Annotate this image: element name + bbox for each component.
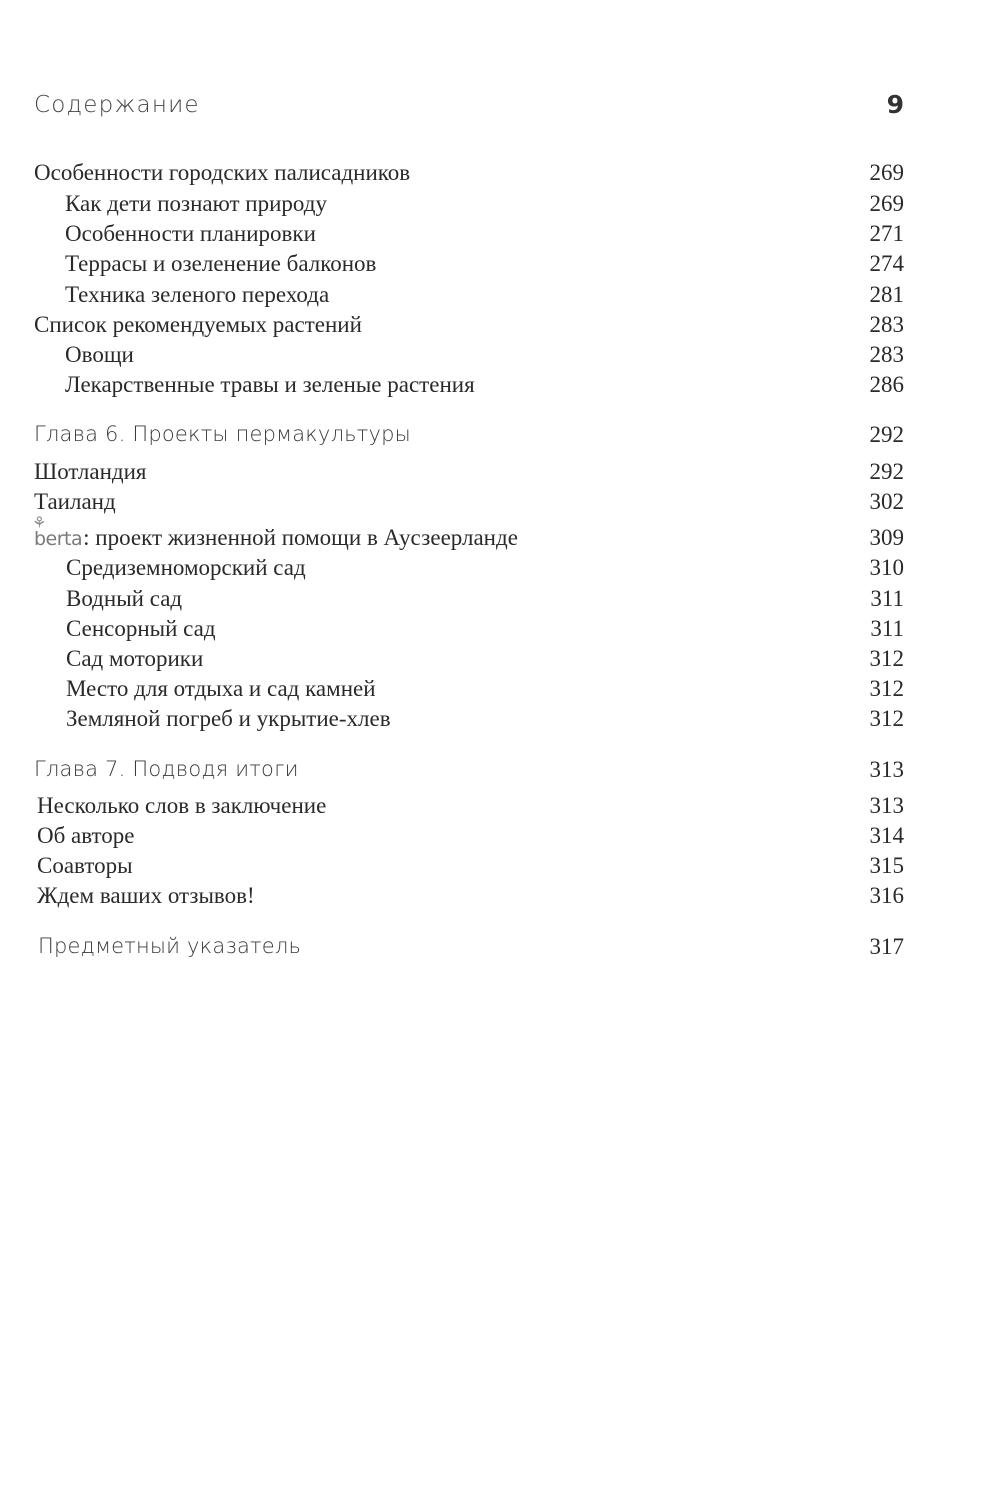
toc-entry-page: 312 <box>869 646 904 671</box>
toc-entry-page: 302 <box>869 489 904 514</box>
toc-entry-title: Таиланд <box>34 489 116 514</box>
toc-entry-page: 271 <box>869 221 904 246</box>
toc-entry-title: Об авторе <box>37 823 135 848</box>
toc-entry[interactable] <box>34 616 904 646</box>
toc-entry[interactable] <box>34 342 904 372</box>
toc-chapter-title: Предметный указатель <box>38 934 302 958</box>
toc-entry-page: 314 <box>869 823 904 848</box>
toc-entry-page: 292 <box>869 459 904 484</box>
toc-entry-title: Особенности городских палисадников <box>34 160 411 185</box>
toc-entry[interactable] <box>34 646 904 676</box>
toc-entry-title: Овощи <box>65 342 134 367</box>
toc-entry-title: Сенсорный сад <box>66 616 216 641</box>
toc-entry-title: Место для отдыха и сад камней <box>66 676 376 701</box>
toc-entry[interactable] <box>34 251 904 281</box>
toc-chapter-entry[interactable] <box>34 934 904 964</box>
toc-entry[interactable] <box>34 160 904 190</box>
toc-entry-title: Соавторы <box>37 853 133 878</box>
page-number: 9 <box>886 90 904 119</box>
toc-entry-page: 274 <box>869 251 904 276</box>
toc-entry-page: 283 <box>869 342 904 367</box>
toc-entry[interactable] <box>34 676 904 706</box>
toc-entry-title: Лекарственные травы и зеленые растения <box>65 372 475 397</box>
berta-logo <box>32 513 83 550</box>
toc-chapter-title: Глава 6. Проекты пермакультуры <box>34 422 411 446</box>
toc-entry-title: Водный сад <box>66 586 183 611</box>
toc-entry-page: 313 <box>869 793 904 818</box>
toc-entry-page: 269 <box>869 160 904 185</box>
toc-entry-page: 281 <box>869 282 904 307</box>
toc-entry-title-with-logo <box>32 513 518 551</box>
toc-entry-page: 286 <box>869 372 904 397</box>
page-header-title: Содержание <box>34 92 200 118</box>
toc-entry[interactable] <box>34 555 904 585</box>
toc-entry-page: 312 <box>869 706 904 731</box>
logo-wordmark: berta <box>34 528 83 550</box>
toc-chapter-entry[interactable] <box>34 422 904 452</box>
toc-entry-title: Техника зеленого перехода <box>65 282 330 307</box>
toc-entry[interactable] <box>34 793 904 823</box>
toc-entry[interactable] <box>34 221 904 251</box>
toc-entry[interactable] <box>34 883 904 913</box>
toc-entry-page: 269 <box>869 191 904 216</box>
toc-entry[interactable] <box>34 489 904 519</box>
toc-entry-title: Ждем ваших отзывов! <box>37 883 255 908</box>
toc-entry-title: Список рекомендуемых растений <box>34 312 362 337</box>
toc-entry-page: 315 <box>869 853 904 878</box>
toc-entry[interactable] <box>34 853 904 883</box>
toc-entry-page: 309 <box>869 525 904 550</box>
toc-entry-page: 313 <box>869 757 904 782</box>
toc-entry[interactable] <box>34 282 904 312</box>
toc-entry-title: Средиземноморский сад <box>66 555 306 580</box>
toc-entry-title: Несколько слов в заключение <box>37 793 327 818</box>
toc-entry[interactable] <box>34 459 904 489</box>
toc-entry[interactable] <box>34 372 904 402</box>
toc-entry-page: 283 <box>869 312 904 337</box>
toc-entry-title: Террасы и озеленение балконов <box>65 251 377 276</box>
toc-entry-page: 311 <box>870 616 904 641</box>
toc-entry-page: 312 <box>869 676 904 701</box>
toc-entry[interactable] <box>34 191 904 221</box>
toc-entry-page: 317 <box>869 934 904 959</box>
toc-entry-page: 292 <box>869 422 904 447</box>
toc-entry[interactable] <box>34 823 904 853</box>
toc-entry-title: Земляной погреб и укрытие-хлев <box>66 706 391 731</box>
toc-entry-page: 311 <box>870 586 904 611</box>
toc-chapter-title: Глава 7. Подводя итоги <box>34 757 299 781</box>
toc-entry-page: 316 <box>869 883 904 908</box>
toc-entry[interactable] <box>34 312 904 342</box>
toc-entry-title: : проект жизненной помощи в Аусзеерланде <box>83 525 518 550</box>
toc-entry-title: Особенности планировки <box>65 221 316 246</box>
toc-entry-title: Как дети познают природу <box>65 191 327 216</box>
toc-entry-page: 310 <box>869 555 904 580</box>
toc-entry[interactable] <box>34 586 904 616</box>
toc-chapter-entry[interactable] <box>34 757 904 787</box>
toc-entry[interactable] <box>32 513 904 555</box>
toc-entry-title: Сад моторики <box>66 646 204 671</box>
toc-entry[interactable] <box>34 706 904 736</box>
sprout-icon: ⚘ <box>32 513 46 532</box>
toc-entry-title: Шотландия <box>34 459 147 484</box>
